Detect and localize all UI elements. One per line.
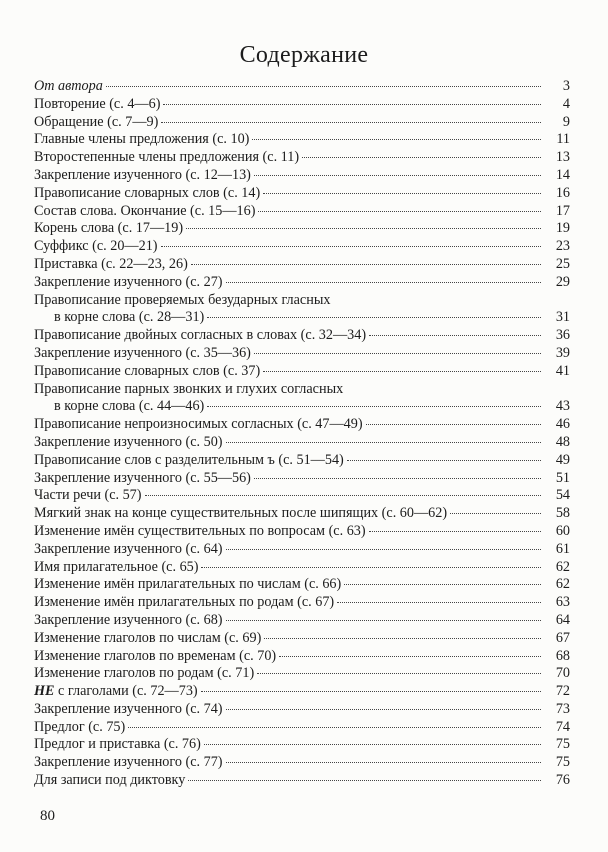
toc-entry-title-first-line: Правописание проверяемых безударных гласных [34, 291, 331, 308]
toc-entry [34, 523, 570, 541]
toc-entry-title: Предлог и приставка (с. 76) [34, 736, 201, 753]
toc-entry-title: Закрепление изученного (с. 68) [34, 611, 223, 628]
dot-leader [257, 673, 541, 674]
toc-entry-title: Изменение имён прилагательных по родам (с. 67) [34, 594, 335, 611]
dot-leader [347, 460, 541, 461]
dot-leader [226, 762, 541, 763]
dot-leader [258, 211, 541, 212]
toc-entry-page: 74 [555, 718, 570, 735]
toc-entry [34, 131, 570, 149]
dot-leader [226, 620, 541, 621]
toc-entry [34, 505, 570, 523]
toc-entry-title: Закрепление изученного (с. 27) [34, 273, 223, 290]
toc-entry [34, 185, 570, 203]
toc-entry-title: Закрепление изученного (с. 64) [34, 540, 223, 557]
toc-entry [34, 701, 570, 719]
dot-leader [279, 656, 541, 657]
toc-entry [34, 256, 570, 274]
toc-entry [34, 719, 570, 737]
toc-entry-title-first-line: Правописание парных звонких и глухих согласных [34, 380, 344, 397]
toc-entry-page: 75 [555, 754, 570, 771]
toc-entry-page: 23 [555, 238, 570, 255]
toc-entry-page: 9 [562, 113, 570, 130]
toc-entry [34, 487, 570, 505]
toc-entry [34, 149, 570, 167]
dot-leader [264, 638, 541, 639]
toc-entry-page: 63 [555, 594, 570, 611]
toc-entry [34, 648, 570, 666]
toc-entry-title: Суффикс (с. 20—21) [34, 238, 158, 255]
toc-entry-title: в корне слова (с. 28—31) [54, 309, 205, 326]
toc-entry [34, 292, 570, 328]
toc-entry [34, 274, 570, 292]
toc-entry [34, 665, 570, 683]
dot-leader [302, 157, 541, 158]
dot-leader [188, 780, 541, 781]
toc-entry-title: Изменение глаголов по числам (с. 69) [34, 629, 262, 646]
toc-entry-page: 68 [555, 647, 570, 664]
toc-entry-title: Изменение глаголов по временам (с. 70) [34, 647, 277, 664]
toc-entry-title: Правописание словарных слов (с. 14) [34, 184, 261, 201]
toc-entry-title: Приставка (с. 22—23, 26) [34, 255, 188, 272]
toc-entry-title: Закрепление изученного (с. 74) [34, 700, 223, 717]
toc-entry-title: Изменение имён прилагательных по числам (с. 66) [34, 576, 342, 593]
dot-leader [191, 264, 541, 265]
toc-entry-title: Закрепление изученного (с. 50) [34, 433, 223, 450]
dot-leader [263, 371, 541, 372]
dot-leader [450, 513, 541, 514]
toc-entry-page: 76 [555, 772, 570, 789]
toc-entry-title: Обращение (с. 7—9) [34, 113, 159, 130]
toc-entry-page: 39 [555, 344, 570, 361]
toc-entry-page: 60 [555, 522, 570, 539]
toc-entry-page: 75 [555, 736, 570, 753]
toc-entry-title: Закрепление изученного (с. 35—36) [34, 344, 251, 361]
toc-entry-title: Закрепление изученного (с. 12—13) [34, 166, 251, 183]
dot-leader [201, 567, 541, 568]
toc-entry-title: Изменение глаголов по родам (с. 71) [34, 665, 255, 682]
toc-entry [34, 772, 570, 790]
dot-leader [161, 122, 541, 123]
toc-entry-title: Для записи под диктовку [34, 772, 186, 789]
toc-entry-page: 46 [555, 416, 570, 433]
toc-entry-title: Правописание словарных слов (с. 37) [34, 362, 261, 379]
toc-entry-title: Имя прилагательное (с. 65) [34, 558, 199, 575]
dot-leader [186, 228, 541, 229]
toc-entry-page: 4 [562, 95, 570, 112]
toc-entry-page: 41 [555, 362, 570, 379]
toc-entry-page: 73 [555, 700, 570, 717]
toc-entry-page: 43 [555, 398, 570, 415]
toc-entry [34, 559, 570, 577]
toc-entry [34, 167, 570, 185]
dot-leader [207, 317, 541, 318]
dot-leader [161, 246, 541, 247]
toc-entry [34, 470, 570, 488]
toc-entry-page: 72 [555, 683, 570, 700]
toc-entry [34, 381, 570, 417]
toc-entry-title: Правописание слов с разделительным ъ (с. 51—54) [34, 451, 344, 468]
toc-entry [34, 327, 570, 345]
dot-leader [252, 139, 541, 140]
toc-entry-page: 70 [555, 665, 570, 682]
toc-entry-page: 11 [556, 131, 570, 148]
dot-leader [106, 86, 541, 87]
dot-leader [263, 193, 541, 194]
dot-leader [254, 478, 541, 479]
dot-leader [369, 335, 541, 336]
page-number: 80 [40, 808, 55, 824]
toc-entry [34, 96, 570, 114]
toc-entry-page: 58 [555, 505, 570, 522]
toc-entry-page: 48 [555, 433, 570, 450]
toc-entry-title: Мягкий знак на конце существительных после шипящих (с. 60—62) [34, 505, 448, 522]
toc-entry [34, 576, 570, 594]
toc-entry-title: Закрепление изученного (с. 55—56) [34, 469, 251, 486]
toc-entry-page: 51 [555, 469, 570, 486]
toc-entry [34, 220, 570, 238]
dot-leader [204, 744, 541, 745]
toc-entry-page: 62 [555, 576, 570, 593]
toc-entry-page: 62 [555, 558, 570, 575]
toc-entry [34, 78, 570, 96]
dot-leader [366, 424, 541, 425]
toc-entry [34, 541, 570, 559]
toc-entry [34, 594, 570, 612]
toc-entry [34, 434, 570, 452]
toc-entry [34, 416, 570, 434]
dot-leader [226, 549, 541, 550]
toc-entry-title: в корне слова (с. 44—46) [54, 398, 205, 415]
toc-entry-page: 29 [555, 273, 570, 290]
toc-entry-page: 61 [555, 540, 570, 557]
dot-leader [254, 175, 541, 176]
toc-entry-title: Главные члены предложения (с. 10) [34, 131, 250, 148]
toc-entry-title: Правописание непроизносимых согласных (с. 47—49) [34, 416, 363, 433]
toc-entry-page: 19 [555, 220, 570, 237]
dot-leader [226, 442, 541, 443]
toc-entry [34, 345, 570, 363]
toc-entry-title: Закрепление изученного (с. 77) [34, 754, 223, 771]
toc-entry-title: Состав слова. Окончание (с. 15—16) [34, 202, 256, 219]
toc-entry [34, 612, 570, 630]
toc-entry-page: 49 [555, 451, 570, 468]
dot-leader [344, 584, 541, 585]
toc-entry-title: Второстепенные члены предложения (с. 11) [34, 149, 300, 166]
dot-leader [254, 353, 541, 354]
toc-entry-page: 14 [555, 166, 570, 183]
toc-entry-title: Повторение (с. 4—6) [34, 95, 161, 112]
toc-entry-page: 3 [562, 78, 570, 94]
toc-entry [34, 683, 570, 701]
toc-entry-page: 13 [555, 149, 570, 166]
toc-entry-page: 54 [555, 487, 570, 504]
page-title: Содержание [239, 42, 369, 68]
dot-leader [201, 691, 541, 692]
toc-entry [34, 114, 570, 132]
dot-leader [369, 531, 541, 532]
toc-entry-page: 67 [555, 629, 570, 646]
toc-entry-page: 64 [555, 611, 570, 628]
toc-entry-page: 17 [555, 202, 570, 219]
toc-entry-title: Изменение имён существительных по вопросам (с. 63) [34, 522, 366, 539]
toc-entry [34, 452, 570, 470]
toc-entry-title: От автора [34, 78, 103, 94]
toc-entry-title: Предлог (с. 75) [34, 718, 126, 735]
toc-entry-title: НЕ с глаголами (с. 72—73) [34, 683, 198, 700]
toc-entry [34, 238, 570, 256]
toc-entry [34, 203, 570, 221]
dot-leader [145, 495, 542, 496]
dot-leader [128, 727, 541, 728]
toc-entry [34, 630, 570, 648]
dot-leader [226, 709, 541, 710]
toc-entry-title: Части речи (с. 57) [34, 487, 142, 504]
toc-entry-page: 16 [555, 184, 570, 201]
toc-entry [34, 754, 570, 772]
table-of-contents [34, 78, 570, 790]
toc-entry-title: Правописание двойных согласных в словах (с. 32—34) [34, 327, 367, 344]
toc-entry [34, 363, 570, 381]
toc-entry-page: 31 [555, 309, 570, 326]
toc-entry [34, 736, 570, 754]
toc-entry-page: 36 [555, 327, 570, 344]
dot-leader [337, 602, 541, 603]
dot-leader [226, 282, 541, 283]
dot-leader [207, 406, 541, 407]
dot-leader [163, 104, 541, 105]
toc-entry-title: Корень слова (с. 17—19) [34, 220, 184, 237]
toc-entry-page: 25 [555, 255, 570, 272]
